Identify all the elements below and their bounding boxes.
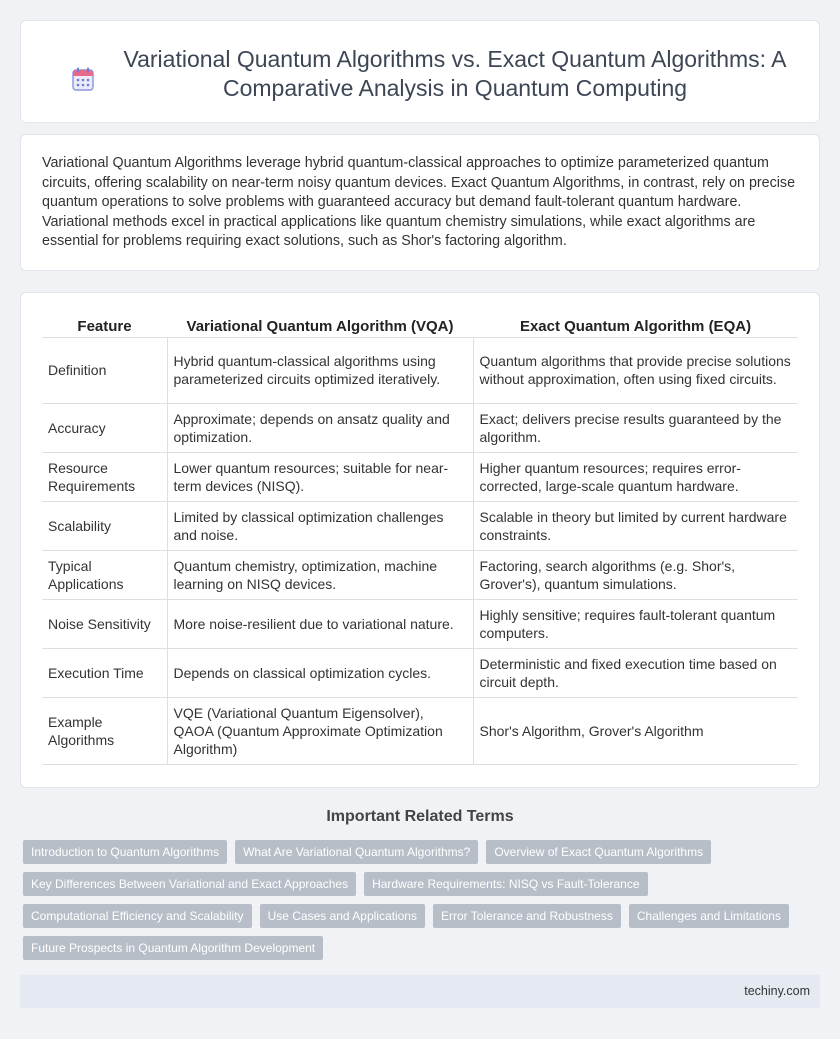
related-terms-title: Important Related Terms: [326, 808, 514, 825]
table-row: [42, 648, 798, 697]
row-vqa: Limited by classical optimization challenges and noise.: [167, 501, 473, 550]
title-card: [20, 20, 820, 123]
row-eqa: Scalable in theory but limited by current hardware constraints.: [473, 501, 798, 550]
header-feature: Feature: [42, 315, 167, 337]
row-vqa: VQE (Variational Quantum Eigensolver), QAOA (Quantum Approximate Optimization Algorithm): [167, 697, 473, 764]
table-row: [42, 452, 798, 501]
comparison-table: [42, 315, 798, 765]
page-title: Variational Quantum Algorithms vs. Exact Quantum Algorithms: A Comparative Analysis in Quantum Computing: [123, 46, 787, 101]
row-feature: Resource Requirements: [42, 452, 167, 501]
related-term-tag[interactable]: Overview of Exact Quantum Algorithms: [486, 840, 711, 864]
table-header-row: [42, 315, 798, 337]
row-feature: Definition: [42, 337, 167, 403]
row-eqa: Higher quantum resources; requires error-corrected, large-scale quantum hardware.: [473, 452, 798, 501]
related-term-tag[interactable]: Key Differences Between Variational and Exact Approaches: [23, 872, 356, 896]
related-term-tag[interactable]: Computational Efficiency and Scalability: [23, 904, 252, 928]
related-term-tag[interactable]: Use Cases and Applications: [260, 904, 425, 928]
footer: [20, 975, 820, 1008]
table-row: [42, 550, 798, 599]
table-row: [42, 501, 798, 550]
row-eqa: Shor's Algorithm, Grover's Algorithm: [473, 697, 798, 764]
table-row: [42, 337, 798, 403]
table-row: [42, 697, 798, 764]
row-feature: Scalability: [42, 501, 167, 550]
row-feature: Accuracy: [42, 403, 167, 452]
row-eqa: Quantum algorithms that provide precise solutions without approximation, often using fixed circuits.: [473, 337, 798, 403]
intro-card: [20, 134, 820, 271]
header-eqa: Exact Quantum Algorithm (EQA): [473, 315, 798, 337]
row-vqa: More noise-resilient due to variational nature.: [167, 599, 473, 648]
row-feature: Typical Applications: [42, 550, 167, 599]
table-row: [42, 599, 798, 648]
row-eqa: Deterministic and fixed execution time based on circuit depth.: [473, 648, 798, 697]
calendar-icon: [72, 67, 94, 91]
header-vqa: Variational Quantum Algorithm (VQA): [167, 315, 473, 337]
row-eqa: Exact; delivers precise results guaranteed by the algorithm.: [473, 403, 798, 452]
row-vqa: Depends on classical optimization cycles.: [167, 648, 473, 697]
row-vqa: Approximate; depends on ansatz quality and optimization.: [167, 403, 473, 452]
row-feature: Example Algorithms: [42, 697, 167, 764]
related-term-tag[interactable]: What Are Variational Quantum Algorithms?: [235, 840, 478, 864]
row-vqa: Hybrid quantum-classical algorithms using parameterized circuits optimized iteratively.: [167, 337, 473, 403]
table-row: [42, 403, 798, 452]
related-term-tag[interactable]: Challenges and Limitations: [629, 904, 789, 928]
row-vqa: Quantum chemistry, optimization, machine learning on NISQ devices.: [167, 550, 473, 599]
related-term-tag[interactable]: Error Tolerance and Robustness: [433, 904, 621, 928]
comparison-card: [20, 292, 820, 788]
intro-paragraph: Variational Quantum Algorithms leverage hybrid quantum-classical approaches to optimize parameterized quantum circuits, offering scalability on near-term noisy quantum devices. Exact Quantum Algorithms, in contrast, rely on precise quantum operations to solve problems with guaranteed accuracy but demand fault-tolerant quantum hardware. Variational methods excel in practical applications like quantum chemistry simulations, while exact algorithms are essential for problems requiring exact solutions, such as Shor's factoring algorithm.: [42, 155, 796, 250]
row-eqa: Highly sensitive; requires fault-tolerant quantum computers.: [473, 599, 798, 648]
row-feature: Noise Sensitivity: [42, 599, 167, 648]
related-terms-list: [23, 840, 813, 960]
footer-site-name: techiny.com: [744, 984, 810, 998]
related-term-tag[interactable]: Introduction to Quantum Algorithms: [23, 840, 227, 864]
related-term-tag[interactable]: Future Prospects in Quantum Algorithm Development: [23, 936, 323, 960]
related-term-tag[interactable]: Hardware Requirements: NISQ vs Fault-Tolerance: [364, 872, 647, 896]
row-eqa: Factoring, search algorithms (e.g. Shor's, Grover's), quantum simulations.: [473, 550, 798, 599]
row-feature: Execution Time: [42, 648, 167, 697]
row-vqa: Lower quantum resources; suitable for near-term devices (NISQ).: [167, 452, 473, 501]
